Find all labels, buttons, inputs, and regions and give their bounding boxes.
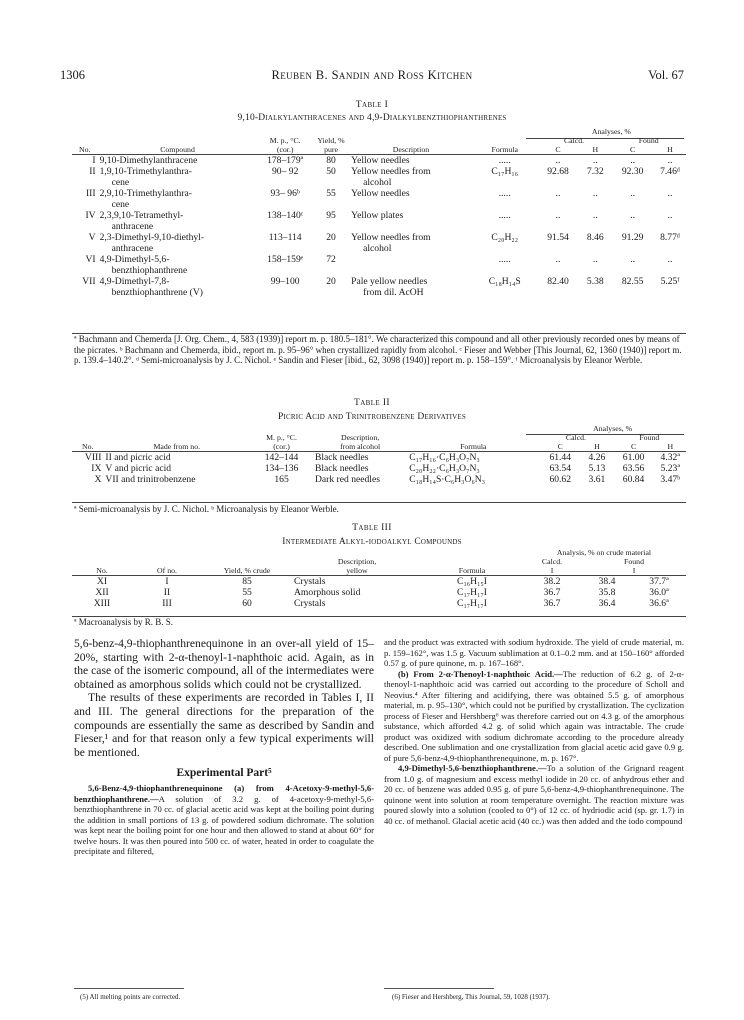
table1-head-c2: C xyxy=(630,145,636,154)
table2 xyxy=(72,424,686,485)
table3-head-desc2: yellow xyxy=(346,566,368,575)
table2-head-c2: C xyxy=(630,442,637,451)
made-from: II and picric acid xyxy=(105,452,171,463)
table-row xyxy=(72,232,686,254)
compound-name xyxy=(98,166,258,188)
row-number: IV xyxy=(85,210,96,221)
table-row xyxy=(72,276,686,298)
running-header xyxy=(60,68,684,84)
description-line: alcohol xyxy=(363,177,392,188)
compound-name xyxy=(98,232,258,254)
melting-point: 158–159ᵉ xyxy=(267,254,304,265)
table3-analysis-head: Analysis, % on crude material xyxy=(556,548,652,557)
found-h: 8.77ᵈ xyxy=(660,232,680,243)
compound-name-line: anthracene xyxy=(111,221,154,232)
compound-name-line: cene xyxy=(111,177,130,188)
calcd-c: 63.54 xyxy=(549,463,572,474)
table2-label: Table II xyxy=(354,398,390,408)
calcd-h: 3.61 xyxy=(588,474,606,485)
compound-name-line: 1,9,10-Trimethylanthra- xyxy=(99,166,192,177)
calcd-h: .. xyxy=(592,188,598,199)
melting-point: 142–144 xyxy=(264,452,299,463)
compound-name xyxy=(98,155,258,167)
found-i-2: 36.6ª xyxy=(649,598,669,609)
table-row xyxy=(72,188,686,210)
table1-head-yield: Yield, % xyxy=(317,136,345,145)
right-paragraph-3 xyxy=(384,763,684,826)
compound-name xyxy=(98,276,258,298)
found-i-1: 35.8 xyxy=(598,587,616,598)
table1-head-h: H xyxy=(592,145,599,154)
right-paragraph-2 xyxy=(384,669,684,764)
table3-title: Intermediate Alkyl-iodoalkyl Compounds xyxy=(282,537,462,547)
yield-value: 20 xyxy=(326,232,336,243)
made-from: V and picric acid xyxy=(105,463,172,474)
yield-value: 55 xyxy=(242,587,252,598)
table2-title: Picric Acid and Trinitrobenzene Derivatives xyxy=(278,412,466,422)
description: Black needles xyxy=(314,452,369,463)
volume-label: Vol. 67 xyxy=(648,68,684,82)
table2-head-calcd: Calcd. xyxy=(565,433,587,442)
formula: C₁₇H₁₇I xyxy=(457,598,487,609)
table2-head-desc: Description, xyxy=(340,433,380,442)
yield-value: 95 xyxy=(326,210,336,221)
row-number: VI xyxy=(85,254,96,265)
calcd-c: .. xyxy=(555,254,561,265)
page-number: 1306 xyxy=(60,68,85,82)
of-number: I xyxy=(165,576,169,587)
table1-analyses-head: Analyses, % xyxy=(591,127,631,136)
calcd-h: 7.32 xyxy=(586,166,604,177)
description xyxy=(349,254,473,276)
calcd-c: 92.68 xyxy=(547,166,569,177)
right-paragraph-3-body: To a solution of the Grignard reagent from 1.0 g. of magnesium and excess methyl iodide in 20 cc. of anhydrous ether and 20 cc. of benzene was added 0.95 g. of pure 5,6-benz-4,9-thiophanthrenequinone. The quinone went into solution at room temperature overnight. The reaction mixture was poured slowly into a solution (cooled to 0°) of 12 cc. of hydriodic acid (sp. gr. 1.7) in 40 cc. of methanol. Glacial acetic acid (40 cc.) was then added and the iodo compound xyxy=(384,763,684,826)
table3-head-found: Found xyxy=(624,557,644,566)
found-i-1: 38.4 xyxy=(598,576,616,587)
table-row xyxy=(72,210,686,232)
table1-head-mp: M. p., °C. xyxy=(269,136,301,145)
row-number: XII xyxy=(95,587,109,598)
description: Black needles xyxy=(314,463,369,474)
table-row xyxy=(72,254,686,276)
table2-head-no: No. xyxy=(81,442,94,451)
yield-value: 85 xyxy=(242,576,252,587)
found-h: 7.46ᵈ xyxy=(660,166,680,177)
melting-point: 134–136 xyxy=(264,463,299,474)
right-paragraph-2-body: The reduction of 6.2 g. of 2-α-thenoyl-1-naphthoic acid was carried out according to the procedure of Scholl and Neovius.⁴ After filtering and acidifying, there was obtained 5.5 g. of amorphous material, m. p. 95–130°, which could not be purified by crystallization. The cyclization process of Fieser and Hershberg⁶ was therefore carried out on 4.3 g. of the amorphous substance, which afforded 4.2 g. of solid which again was intractable. The crude product was oxidized with sodium dichromate according to the procedure already described. One sublimation and one crystallization from glacial acetic acid gave 0.9 g. of pure 5,6-benz-4,9-thiophanthrenequinone, m. p. 167°. xyxy=(384,668,684,763)
left-paragraph-3-body: A solution of 3.2 g. of 4-acetoxy-9-methyl-5,6-benzthiophanthrene in 70 cc. of glacial acetic acid was kept at the boiling point during the addition in small portions of 13 g. of powdered sodium dichromate. The solution was kept near the boiling point for one hour and then allowed to stand at about 60° for twelve hours. It was then poured into 500 cc. of water, heated in order to coagulate the precipitate and filtered, xyxy=(74,793,374,857)
calcd-h: .. xyxy=(592,155,598,166)
table3 xyxy=(72,548,686,609)
table2-body xyxy=(72,452,686,486)
table-row xyxy=(72,598,686,609)
right-paragraph-2-heading: (b) From 2-α-Thenoyl-1-naphthoic Acid.— xyxy=(398,668,563,679)
found-c: 60.84 xyxy=(622,474,645,485)
found-c: .. xyxy=(630,155,636,166)
description-line: alcohol xyxy=(363,243,392,254)
found-c: 92.30 xyxy=(621,166,644,177)
yield-value: 20 xyxy=(326,276,336,287)
calcd-h: 8.46 xyxy=(586,232,604,243)
description: Amorphous solid xyxy=(294,587,361,598)
row-number: V xyxy=(88,232,96,243)
yield-value: 60 xyxy=(242,598,252,609)
table1-label: Table I xyxy=(355,100,389,110)
table3-head-desc: Description, xyxy=(337,557,377,566)
found-c: .. xyxy=(630,210,636,221)
compound-name-line: cene xyxy=(111,199,130,210)
description-line: Yellow needles from xyxy=(351,232,431,243)
table3-head-of: Of no. xyxy=(157,566,177,575)
formula: C₁₇H₁₆ xyxy=(491,166,519,177)
compound-name-line: 2,3,9,10-Tetramethyl- xyxy=(99,210,184,221)
table2-head-h2: H xyxy=(667,442,674,451)
melting-point: 113–114 xyxy=(268,232,302,243)
table1-body xyxy=(72,155,686,299)
formula: C₁₈H₁₄S xyxy=(488,276,521,287)
table3-head-formula: Formula xyxy=(458,566,486,575)
table1-head-h2: H xyxy=(667,145,673,154)
found-c: 91.29 xyxy=(621,232,644,243)
left-column-footnote: (5) All melting points are corrected. xyxy=(80,993,181,1001)
description-line: Yellow needles xyxy=(351,188,410,199)
table3-label: Table III xyxy=(352,523,392,533)
calcd-c: .. xyxy=(555,188,561,199)
table2-head-desc2: from alcohol xyxy=(340,442,381,451)
formula: ..... xyxy=(498,188,511,199)
row-number: VII xyxy=(82,276,96,287)
table1-head-compound: Compound xyxy=(160,145,195,154)
table3-head-yield: Yield, % crude xyxy=(223,566,271,575)
calcd-c: .. xyxy=(555,155,561,166)
description: Crystals xyxy=(294,598,326,609)
melting-point: 90– 92 xyxy=(271,166,299,177)
found-c: 63.56 xyxy=(622,463,645,474)
table2-head-made: Made from no. xyxy=(153,442,201,451)
table-row xyxy=(72,576,686,588)
table3-body xyxy=(72,576,686,610)
formula: ..... xyxy=(498,210,511,221)
found-h: 3.47ᵇ xyxy=(660,474,681,485)
compound-name xyxy=(98,188,258,210)
table3-head-i: I xyxy=(550,566,554,575)
description-line: Yellow needles from xyxy=(351,166,431,177)
description-line: Pale yellow needles xyxy=(351,276,428,287)
row-number: IX xyxy=(91,463,102,474)
right-column xyxy=(384,637,684,826)
found-h: .. xyxy=(667,254,673,265)
left-paragraph-3 xyxy=(74,783,374,857)
yield-value: 80 xyxy=(326,155,336,166)
description xyxy=(349,210,473,232)
found-h: .. xyxy=(667,188,673,199)
table3-head-no: No. xyxy=(96,566,108,575)
compound-name-line: 2,9,10-Trimethylanthra- xyxy=(99,188,192,199)
found-c: .. xyxy=(630,188,636,199)
description xyxy=(349,188,473,210)
calcd-i: 36.7 xyxy=(543,598,561,609)
compound-name-line: benzthiophanthrene xyxy=(111,265,188,276)
melting-point: 138–140ᶜ xyxy=(267,210,304,221)
calcd-h: .. xyxy=(592,254,598,265)
compound-name xyxy=(98,254,258,276)
table1-head-yield2: pure xyxy=(324,145,338,154)
yield-value: 72 xyxy=(326,254,336,265)
found-h: 5.25ᶠ xyxy=(660,276,680,287)
description: Crystals xyxy=(294,576,326,587)
found-c: .. xyxy=(630,254,636,265)
found-h: 5.23ª xyxy=(660,463,680,474)
table1-head-no: No. xyxy=(79,145,91,154)
table-row xyxy=(72,474,686,485)
calcd-i: 36.7 xyxy=(543,587,561,598)
description xyxy=(349,276,473,298)
calcd-c: 60.62 xyxy=(549,474,572,485)
found-i-1: 36.4 xyxy=(598,598,616,609)
compound-name-line: 4,9-Dimethyl-7,8- xyxy=(99,276,170,287)
left-paragraph-1: 5,6-benz-4,9-thiophanthrenequinone in an over-all yield of 15–20%, starting with 2-α-thenoyl-1-naphthoic acid. Again, as in the case of the isomeric compound, all of the intermediates were obtained as amorphous solids which could not be crystallized. xyxy=(74,637,374,691)
table2-footnote: ª Semi-microanalysis by J. C. Nichol. ᵇ Microanalysis by Eleanor Werble. xyxy=(74,504,339,514)
table1-head-formula: Formula xyxy=(491,145,518,154)
compound-name xyxy=(98,210,258,232)
compound-name-line: anthracene xyxy=(111,243,154,254)
table2-head-mp2: (cor.) xyxy=(273,442,290,451)
calcd-i: 38.2 xyxy=(543,576,561,587)
melting-point: 99–100 xyxy=(270,276,300,287)
description: Dark red needles xyxy=(314,474,380,485)
compound-name-line: 4,9-Dimethyl-5,6- xyxy=(99,254,170,265)
description-line: Yellow needles xyxy=(351,155,410,166)
calcd-c: 61.44 xyxy=(549,452,572,463)
running-title: Reuben B. Sandin and Ross Kitchen xyxy=(271,68,473,82)
table2-head-mp: M. p., °C. xyxy=(266,433,297,442)
table1-head-calcd: Calcd. xyxy=(563,136,585,145)
made-from: VII and trinitrobenzene xyxy=(105,474,196,485)
row-number: X xyxy=(94,474,102,485)
table1-head-desc: Description xyxy=(392,145,430,154)
table2-head-h: H xyxy=(594,442,600,451)
row-number: II xyxy=(89,166,96,177)
melting-point: 93– 96ᵇ xyxy=(270,188,300,199)
formula: C₂₀H₂₂·C₆H₃O₇N₃ xyxy=(409,463,480,474)
table2-analyses-head: Analyses, % xyxy=(593,424,633,433)
table1 xyxy=(72,127,686,298)
right-column-footnote: (6) Fieser and Hershberg, This Journal, 59, 1028 (1937). xyxy=(392,993,550,1001)
table-row xyxy=(72,166,686,188)
formula: C₁₈H₁₄S·C₆H₃O₆N₃ xyxy=(409,474,486,485)
section-heading: Experimental Part⁵ xyxy=(176,767,272,780)
table2-head-c: C xyxy=(557,442,563,451)
calcd-c: 91.54 xyxy=(547,232,569,243)
found-h: 4.32ª xyxy=(660,452,680,463)
calcd-h: 5.13 xyxy=(588,463,606,474)
melting-point: 165 xyxy=(274,474,289,485)
table-row xyxy=(72,452,686,464)
right-paragraph-1: and the product was extracted with sodium hydroxide. The yield of crude material, m. p. 159–162°, was 1.5 g. Vacuum sublimation at 0.1–0.2 mm. and at 150–160° afforded 0.57 g. of pure quinone, m. p. 167–168°. xyxy=(384,637,684,668)
yield-value: 50 xyxy=(326,166,336,177)
table1-footnote: ª Bachmann and Chemerda [J. Org. Chem., 4, 583 (1939)] report m. p. 180.5–181°. We characterized this compound and all other previously recorded ones by means of the picrates. ᵇ Bachmann and Chemerda, ibid., report m. p. 95–96° when crystallized rapidly from alcohol. ᶜ Fieser and Webber [This Journal, 62, 1360 (1940)] report m. p. 139.4–140.2°. ᵈ Semi-microanalysis by J. C. Nichol. ᵉ Sandin and Fieser [ibid., 62, 3098 (1940)] report m. p. 158–159°. ᶠ Microanalysis by Eleanor Werble. xyxy=(74,334,682,366)
formula: ..... xyxy=(498,155,511,166)
description xyxy=(349,232,473,254)
found-h: .. xyxy=(667,210,673,221)
table2-head-formula: Formula xyxy=(460,442,487,451)
table1-head-mp2: (cor.) xyxy=(276,145,294,154)
calcd-h: 5.38 xyxy=(586,276,604,287)
found-i-2: 37.7ª xyxy=(649,576,669,587)
compound-name-line: 2,3-Dimethyl-9,10-diethyl- xyxy=(99,232,205,243)
formula: C₁₇H₁₇I xyxy=(457,587,487,598)
description-line: from dil. AcOH xyxy=(363,287,424,298)
found-i-2: 36.0ª xyxy=(649,587,669,598)
calcd-c: 82.40 xyxy=(547,276,569,287)
row-number: XIII xyxy=(93,598,111,609)
calcd-h: 4.26 xyxy=(588,452,606,463)
table3-footnote: ª Macroanalysis by R. B. S. xyxy=(74,617,173,627)
table1-title: 9,10-Dialkylanthracenes and 4,9-Dialkylbenzthiophanthrenes xyxy=(237,113,507,123)
compound-name-line: 9,10-Dimethylanthracene xyxy=(99,155,198,166)
row-number: I xyxy=(92,155,96,166)
calcd-h: .. xyxy=(592,210,598,221)
left-paragraph-3-heading: 5,6-Benz-4,9-thiophanthrenequinone (a) from 4-Acetoxy-9-methyl-5,6-benzthiophanthrene.— xyxy=(74,783,374,804)
table3-head-calcd: Calcd. xyxy=(541,557,563,566)
table-row xyxy=(72,155,686,167)
formula: ..... xyxy=(498,254,511,265)
table2-head-found: Found xyxy=(639,433,660,442)
right-footnote-rule xyxy=(384,988,494,989)
melting-point: 178–179ª xyxy=(267,155,304,166)
table2-bottom-rule xyxy=(72,502,686,503)
description-line: Yellow plates xyxy=(351,210,404,221)
table3-head-i2: I xyxy=(632,566,636,575)
table-row xyxy=(72,463,686,474)
formula: C₁₇H₁₆·C₆H₃O₇N₃ xyxy=(409,452,480,463)
description xyxy=(349,155,473,167)
of-number: II xyxy=(163,587,171,598)
of-number: III xyxy=(162,598,172,609)
right-paragraph-3-heading: 4,9-Dimethyl-5,6-benzthiophanthrene.— xyxy=(398,763,547,773)
row-number: VIII xyxy=(84,452,102,463)
table1-head-found: Found xyxy=(638,136,659,145)
row-number: III xyxy=(85,188,96,199)
table-row xyxy=(72,587,686,598)
calcd-c: .. xyxy=(555,210,561,221)
formula: C₂₀H₂₂ xyxy=(491,232,519,243)
left-footnote-rule xyxy=(74,988,184,989)
left-column xyxy=(74,637,374,857)
left-paragraph-2: The results of these experiments are recorded in Tables I, II and III. The general directions for the preparation of the compounds are essentially the same as described by Sandin and Fieser,¹ and for that reason only a few typical experiments will be mentioned. xyxy=(74,691,374,759)
found-h: .. xyxy=(667,155,673,166)
found-c: 61.00 xyxy=(622,452,645,463)
table1-head-c: C xyxy=(555,145,561,154)
row-number: XI xyxy=(96,576,108,587)
compound-name-line: benzthiophanthrene (V) xyxy=(111,287,203,298)
formula: C₁₆H₁₅I xyxy=(457,576,487,587)
found-c: 82.55 xyxy=(621,276,644,287)
description xyxy=(349,166,473,188)
yield-value: 55 xyxy=(326,188,336,199)
